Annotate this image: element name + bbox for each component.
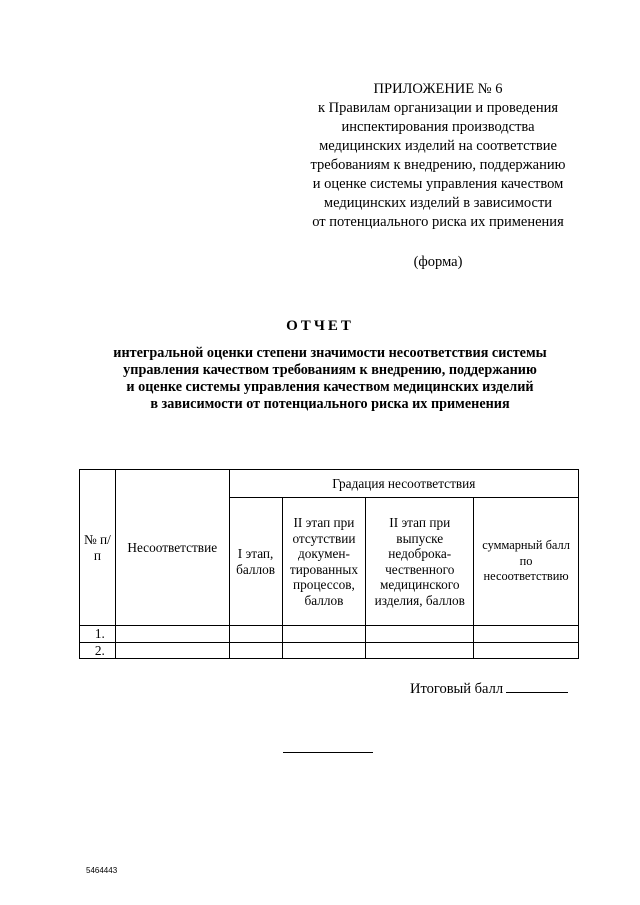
row-stage1[interactable] (229, 642, 282, 659)
row-stage1[interactable] (229, 626, 282, 643)
report-subtitle (60, 345, 600, 413)
row-sum[interactable] (474, 626, 579, 643)
header-gradation: Градация несоответствия (229, 470, 578, 498)
appendix-heading: ПРИЛОЖЕНИЕ № 6 (373, 81, 503, 97)
total-score (410, 680, 568, 698)
appendix-block (292, 80, 584, 272)
header-nonconformity: Несоответствие (115, 470, 229, 626)
row-stage2-release[interactable] (366, 642, 474, 659)
row-stage2-no-docs[interactable] (282, 626, 366, 643)
appendix-line: медицинских изделий на соответствие (319, 138, 557, 154)
appendix-line: требованиям к внедрению, поддержанию (310, 157, 566, 173)
report-table (79, 469, 579, 659)
appendix-line: медицинских изделий в зависимости (323, 195, 553, 211)
header-stage2-no-docs: II этап при отсутствии докумен-тированных процессов, баллов (282, 498, 366, 626)
header-stage2-release: II этап при выпуске недоброка-чественного медицинского изделия, баллов (366, 498, 474, 626)
row-nonconformity[interactable] (115, 626, 229, 643)
row-stage2-release[interactable] (366, 626, 474, 643)
header-number: № п/п (80, 470, 116, 626)
subtitle-line: в зависимости от потенциального риска их применения (150, 396, 510, 412)
row-sum[interactable] (474, 642, 579, 659)
signature-line[interactable] (283, 752, 373, 753)
row-stage2-no-docs[interactable] (282, 642, 366, 659)
appendix-line: инспектирования производства (341, 119, 535, 135)
table-row (80, 642, 579, 659)
subtitle-line: интегральной оценки степени значимости несоответствия системы (113, 345, 547, 361)
document-number: 5464443 (86, 866, 118, 875)
form-label: (форма) (413, 254, 463, 270)
appendix-line: и оценке системы управления качеством (312, 176, 564, 192)
header-sum: суммарный балл по несоответствию (474, 498, 579, 626)
subtitle-line: управления качеством требованиям к внедрению, поддержанию (123, 362, 537, 378)
subtitle-line: и оценке системы управления качеством медицинских изделий (126, 379, 534, 395)
appendix-line: к Правилам организации и проведения (317, 100, 559, 116)
header-stage1: I этап, баллов (229, 498, 282, 626)
row-number: 2. (80, 642, 116, 659)
report-title: ОТЧЕТ (286, 318, 354, 334)
row-number: 1. (80, 626, 116, 643)
total-label: Итоговый балл (410, 681, 504, 697)
appendix-line: от потенциального риска их применения (312, 214, 564, 230)
total-blank-field[interactable] (506, 680, 568, 693)
row-nonconformity[interactable] (115, 642, 229, 659)
table-row (80, 626, 579, 643)
